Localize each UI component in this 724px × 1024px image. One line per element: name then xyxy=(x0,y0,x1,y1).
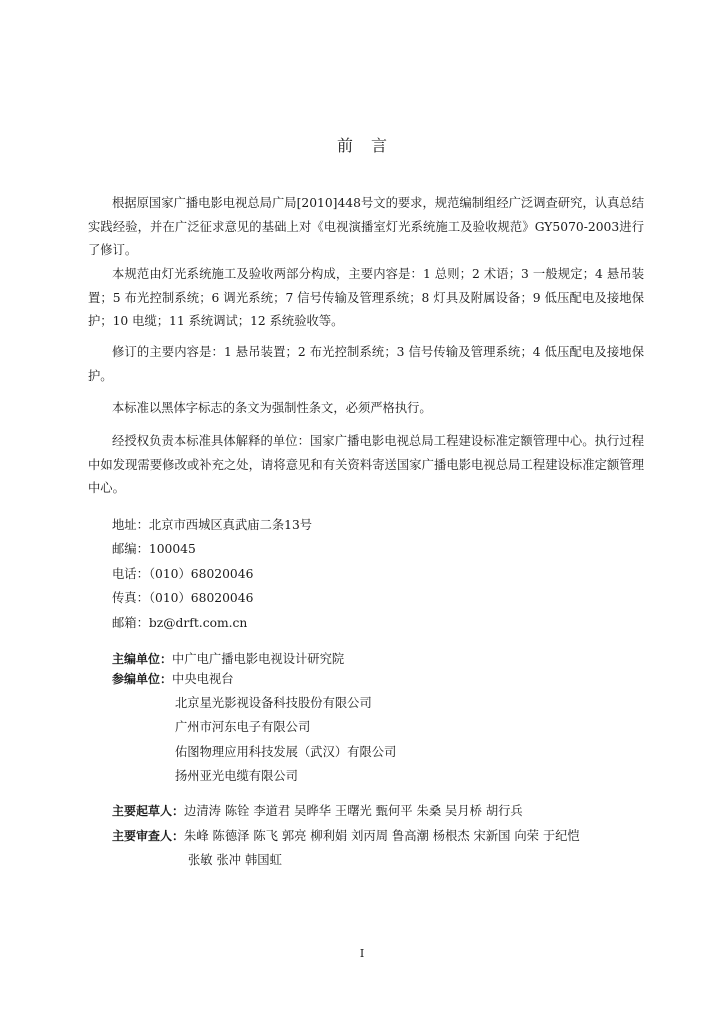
paragraph-interpretation-unit: 经授权负责本标准具体解释的单位：国家广播电影电视总局工程建设标准定额管理中心。执行过程中如发现需要修改或补充之处，请将意见和有关资料寄送国家广播电影电视总局工程建设标准定额管理中心。 xyxy=(88,434,644,495)
paragraph-mandatory-clause: 本标准以黑体字标志的条文为强制性条文，必须严格执行。 xyxy=(112,401,432,415)
participant-unit-first: 中央电视台 xyxy=(172,672,234,686)
participant-unit: 佑图物理应用科技发展（武汉）有限公司 xyxy=(175,745,397,759)
page-number: I xyxy=(359,947,365,960)
main-reviewers xyxy=(112,825,580,849)
main-reviewers-label: 主要审查人： xyxy=(112,829,185,843)
participant-unit: 广州市河东电子有限公司 xyxy=(175,720,311,734)
participant-unit: 扬州亚光电缆有限公司 xyxy=(175,769,298,783)
main-drafters xyxy=(112,800,523,824)
paragraph-revision-basis: 根据原国家广播电影电视总局广局[2010]448号文的要求，规范编制组经广泛调查研究，认真总结实践经验，并在广泛征求意见的基础上对《电视演播室灯光系统施工及验收规范》GY5070-2003进行了修订。 xyxy=(88,196,644,257)
contact-address: 地址：北京市西城区真武庙二条13号 xyxy=(112,518,313,532)
participant-unit: 北京星光影视设备科技股份有限公司 xyxy=(175,696,372,710)
editor-unit-label: 主编单位： xyxy=(112,652,173,666)
contact-email: 邮箱：bz@drft.com.cn xyxy=(112,616,248,630)
contact-fax: 传真：（010）68020046 xyxy=(112,591,254,605)
contact-postcode: 邮编：100045 xyxy=(112,542,196,556)
editor-unit-value: 中广电广播电影电视设计研究院 xyxy=(172,652,345,666)
participant-units xyxy=(112,668,234,692)
title-char-2: 言 xyxy=(371,136,388,155)
participant-units-label: 参编单位： xyxy=(112,672,173,686)
paragraph-revision-content: 修订的主要内容是：1 悬吊装置；2 布光控制系统；3 信号传输及管理系统；4 低压配电及接地保护。 xyxy=(88,345,644,383)
contact-phone: 电话：（010）68020046 xyxy=(112,567,254,581)
main-reviewers-names-line2: 张敏 张冲 韩国虹 xyxy=(188,853,282,867)
main-drafters-label: 主要起草人： xyxy=(112,804,185,818)
title-char-1: 前 xyxy=(336,136,353,155)
paragraph-structure: 本规范由灯光系统施工及验收两部分构成，主要内容是：1 总则；2 术语；3 一般规定；4 悬吊装置；5 布光控制系统；6 调光系统；7 信号传输及管理系统；8 灯具及附属设备；9 低压配电及接地保护；10 电缆；11 系统调试；12 系统验收等。 xyxy=(88,267,644,328)
main-reviewers-names-line1: 朱峰 陈德泽 陈飞 郭亮 柳利娟 刘丙周 鲁高潮 杨根杰 宋新国 向荣 于纪恺 xyxy=(184,829,580,843)
page-title xyxy=(0,133,724,156)
main-drafters-names: 边清涛 陈铨 李道君 吴晔华 王曙光 甄何平 朱桑 吴月桥 胡行兵 xyxy=(184,804,523,818)
